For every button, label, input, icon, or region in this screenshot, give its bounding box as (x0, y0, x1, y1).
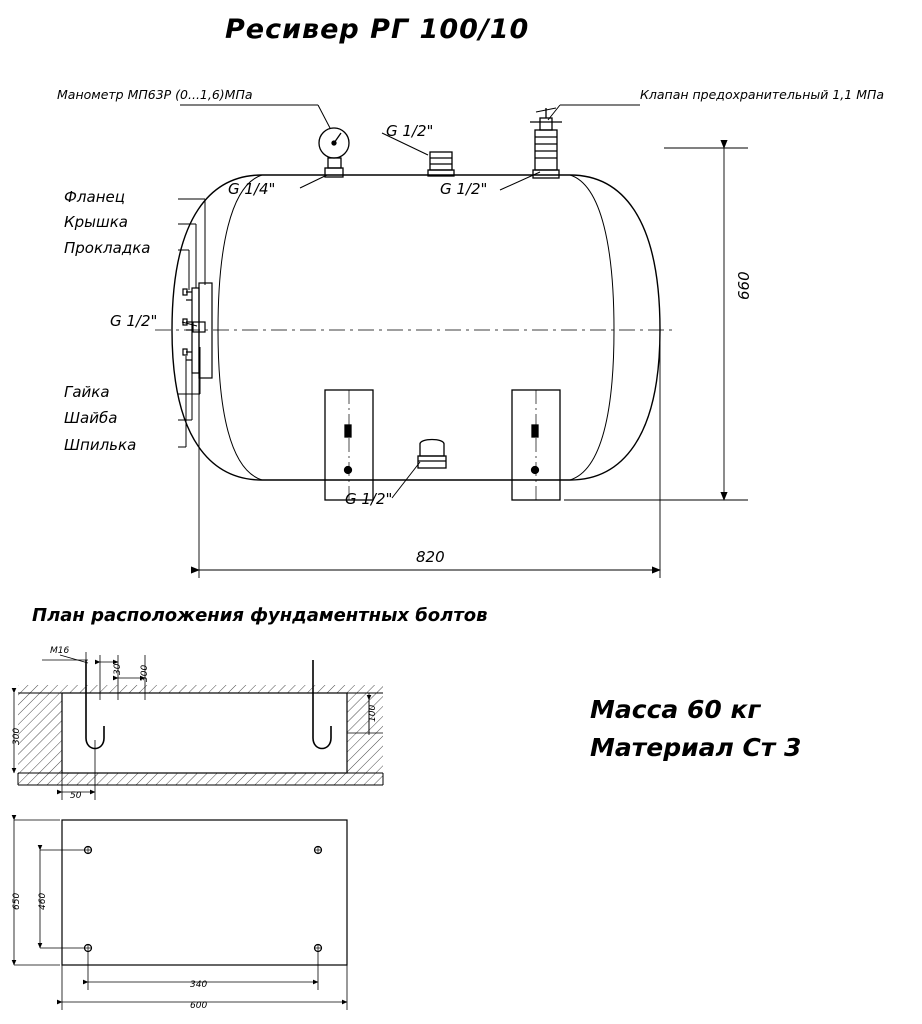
label-flange: Фланец (64, 188, 125, 206)
top-nipple (428, 152, 454, 176)
dim-m16-label: М16 (50, 646, 70, 656)
page-title: Ресивер РГ 100/10 (225, 14, 530, 45)
dim-height (564, 148, 748, 500)
spec-material: Материал Ст 3 (590, 733, 802, 762)
dim-340-label: 340 (190, 980, 208, 990)
dim-length-label: 820 (416, 548, 445, 566)
label-cover: Крышка (64, 213, 128, 231)
flange-assembly (183, 283, 212, 378)
dim-30-label: 30 (113, 663, 123, 675)
label-gasket: Прокладка (64, 239, 151, 257)
supports (325, 390, 560, 500)
safety-valve (530, 108, 562, 178)
receiver-body (172, 175, 660, 480)
label-thread-g12-top2: G 1/2" (440, 180, 488, 198)
label-thread-g12-top: G 1/2" (386, 122, 434, 140)
dim-height-label: 660 (735, 271, 753, 300)
label-washer: Шайба (64, 409, 118, 427)
dim-300-top-label: 300 (140, 664, 150, 682)
manometer (319, 128, 349, 177)
label-nut: Гайка (64, 383, 110, 401)
foundation-section-view (14, 652, 383, 800)
dim-300-left-label: 300 (12, 727, 22, 745)
bottom-nipple (418, 440, 446, 469)
label-thread-g12-side: G 1/2" (110, 312, 158, 330)
leader-lines (178, 105, 640, 498)
label-thread-g12-bottom: G 1/2" (345, 490, 393, 508)
dim-650-label: 650 (12, 892, 22, 910)
dim-100-label: 100 (368, 704, 378, 722)
label-stud: Шпилька (64, 436, 137, 454)
foundation-plan-title: План расположения фундаментных болтов (32, 605, 488, 626)
dim-50-label: 50 (70, 791, 82, 801)
spec-mass: Масса 60 кг (590, 695, 761, 724)
dim-600-label: 600 (190, 1001, 208, 1011)
label-safety-valve: Клапан предохранительный 1,1 МПа (640, 87, 885, 102)
label-thread-g14: G 1/4" (228, 180, 276, 198)
label-manometer: Манометр МП63Р (0...1,6)МПа (57, 87, 253, 102)
foundation-plan-view (14, 820, 347, 1010)
dim-460-label: 460 (38, 892, 48, 910)
